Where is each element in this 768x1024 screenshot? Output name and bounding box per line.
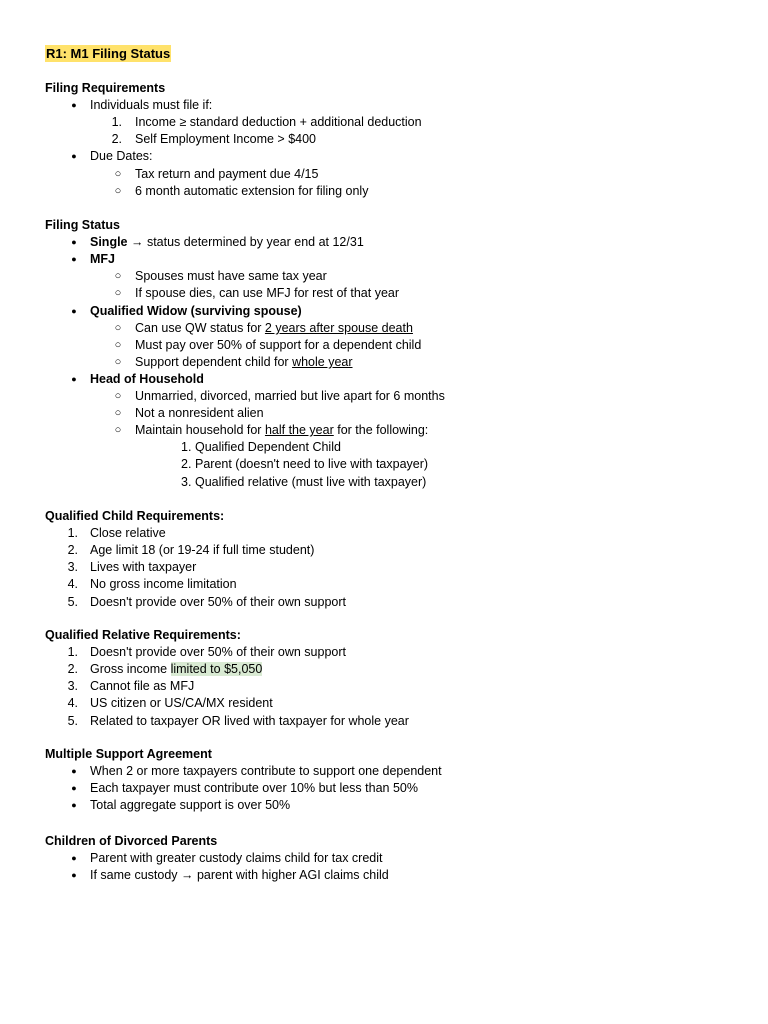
number-marker: 4.: [67, 577, 78, 591]
list-item-text: [90, 251, 115, 268]
text-run: Cannot file as MFJ: [90, 679, 195, 693]
list-item: [0, 405, 720, 422]
text-run: Can use QW status for: [135, 321, 265, 335]
bullet-marker: ○: [114, 356, 122, 368]
text-run: → status determined by year end at 12/31: [127, 235, 364, 249]
list-item: [0, 371, 720, 388]
text-run: Qualified Dependent Child: [195, 440, 341, 454]
list-item-text: [90, 234, 364, 251]
list-item: [0, 422, 720, 439]
list-item: [0, 474, 720, 491]
number-marker: 4.: [67, 696, 78, 710]
text-run: Parent with greater custody claims child for tax credit: [90, 851, 383, 865]
list-item: [0, 644, 720, 661]
list-item-text: [90, 303, 302, 320]
list-item: [0, 303, 720, 320]
number-marker: 2.: [181, 457, 192, 471]
list-item-text: [90, 525, 166, 542]
list-item-text: [90, 576, 237, 593]
list-item-text: [90, 542, 314, 559]
text-run: for the following:: [333, 423, 429, 437]
text-run: Close relative: [90, 526, 166, 540]
list-item: [0, 456, 720, 473]
list-item-text: [135, 337, 421, 354]
text-run: Total aggregate support is over 50%: [90, 798, 291, 812]
list-item-text: [90, 780, 418, 797]
list-item-text: [195, 474, 426, 491]
list-item: [0, 183, 720, 200]
list-item: [0, 268, 720, 285]
list-item-text: [90, 678, 194, 695]
number-marker: 1.: [67, 526, 78, 540]
bullet-marker: ○: [114, 424, 122, 436]
list-item: [0, 661, 720, 678]
bullet-marker: ●: [71, 306, 77, 316]
list-item-text: [135, 114, 422, 131]
list-item-text: [135, 422, 428, 439]
section-heading: Children of Divorced Parents: [45, 834, 218, 848]
bullet-marker: ●: [71, 783, 77, 793]
list-item: [0, 354, 720, 371]
list-item-text: [135, 166, 318, 183]
text-run: Spouses must have same tax year: [135, 269, 327, 283]
list-item: [0, 763, 720, 780]
number-marker: 3.: [67, 560, 78, 574]
text-run: half the year: [264, 423, 334, 437]
text-run: US citizen or US/CA/MX resident: [90, 696, 273, 710]
list-item: [0, 525, 720, 542]
text-run: If same custody → parent with higher AGI claims child: [90, 868, 389, 882]
list-item: [0, 439, 720, 456]
bullet-marker: ○: [114, 322, 122, 334]
text-run: Head of Household: [90, 372, 204, 386]
bullet-marker: ○: [114, 339, 122, 351]
list-item-text: [90, 713, 409, 730]
text-run: 6 month automatic extension for filing only: [135, 184, 369, 198]
list-item-text: [90, 695, 273, 712]
list-item-text: [90, 594, 346, 611]
list-item: [0, 542, 720, 559]
list-item: [0, 797, 720, 814]
list-item: [0, 234, 720, 251]
number-marker: 1.: [67, 645, 78, 659]
text-run: Doesn't provide over 50% of their own support: [90, 645, 346, 659]
number-marker: 5.: [67, 714, 78, 728]
list-item: [0, 678, 720, 695]
section-heading: Qualified Relative Requirements:: [45, 628, 241, 642]
list-item: [0, 388, 720, 405]
text-run: Individuals must file if:: [90, 98, 213, 112]
text-run: Single: [90, 235, 128, 249]
bullet-marker: ●: [71, 853, 77, 863]
bullet-marker: ○: [114, 168, 122, 180]
text-run: 2 years after spouse death: [264, 321, 413, 335]
text-run: Related to taxpayer OR lived with taxpayer for whole year: [90, 714, 409, 728]
list-item: [0, 337, 720, 354]
document-title: R1: M1 Filing Status: [46, 46, 171, 61]
list-item-text: [90, 763, 442, 780]
number-marker: 2.: [67, 543, 78, 557]
list-item-text: [90, 797, 290, 814]
text-run: Not a nonresident alien: [135, 406, 264, 420]
list-item-text: [90, 661, 262, 678]
bullet-marker: ●: [71, 100, 77, 110]
section-heading: Multiple Support Agreement: [45, 747, 212, 761]
list-item: [0, 576, 720, 593]
list-item-text: [90, 97, 212, 114]
text-run: Must pay over 50% of support for a dependent child: [135, 338, 422, 352]
list-item: [0, 131, 720, 148]
list-item-text: [90, 850, 382, 867]
list-item-text: [195, 439, 341, 456]
list-item: [0, 97, 720, 114]
text-run: Qualified Widow (surviving spouse): [90, 304, 302, 318]
text-run: Support dependent child for: [135, 355, 293, 369]
bullet-marker: ○: [114, 287, 122, 299]
text-run: Each taxpayer must contribute over 10% but less than 50%: [90, 781, 418, 795]
list-item-text: [135, 268, 327, 285]
bullet-marker: ●: [71, 870, 77, 880]
list-item-text: [135, 354, 353, 371]
list-item-text: [195, 456, 428, 473]
section-heading: Filing Status: [45, 218, 120, 232]
text-run: Parent (doesn't need to live with taxpayer): [195, 457, 429, 471]
list-item: [0, 850, 720, 867]
bullet-marker: ●: [71, 766, 77, 776]
number-marker: 2.: [67, 662, 78, 676]
list-item: [0, 320, 720, 337]
bullet-marker: ○: [114, 270, 122, 282]
text-run: No gross income limitation: [90, 577, 237, 591]
section-heading: Qualified Child Requirements:: [45, 509, 225, 523]
text-run: Maintain household for: [135, 423, 265, 437]
list-item-text: [135, 388, 445, 405]
list-item-text: [135, 405, 264, 422]
list-item: [0, 695, 720, 712]
bullet-marker: ●: [71, 151, 77, 161]
list-item: [0, 780, 720, 797]
section-heading: Filing Requirements: [45, 81, 166, 95]
text-run: Tax return and payment due 4/15: [135, 167, 319, 181]
list-item: [0, 148, 720, 165]
list-item-text: [90, 644, 346, 661]
text-run: When 2 or more taxpayers contribute to support one dependent: [90, 764, 442, 778]
bullet-marker: ●: [71, 800, 77, 810]
list-item: [0, 867, 720, 884]
list-item: [0, 251, 720, 268]
number-marker: 2.: [111, 132, 122, 146]
list-item-text: [135, 131, 316, 148]
list-item-text: [90, 371, 204, 388]
text-run: Lives with taxpayer: [90, 560, 197, 574]
list-item-text: [135, 183, 368, 200]
bullet-marker: ●: [71, 237, 77, 247]
list-item: [0, 559, 720, 576]
list-item-text: [90, 867, 389, 884]
list-item-text: [90, 148, 153, 165]
text-run: Due Dates:: [90, 149, 153, 163]
list-item: [0, 114, 720, 131]
text-run: MFJ: [90, 252, 115, 266]
text-run: If spouse dies, can use MFJ for rest of that year: [135, 286, 400, 300]
list-item-text: [90, 559, 196, 576]
text-run: whole year: [292, 355, 353, 369]
number-marker: 3.: [67, 679, 78, 693]
bullet-marker: ●: [71, 374, 77, 384]
list-item-text: [135, 285, 399, 302]
text-run: limited to $5,050: [170, 662, 263, 676]
bullet-marker: ○: [114, 407, 122, 419]
list-item-text: [135, 320, 413, 337]
number-marker: 1.: [111, 115, 122, 129]
list-item: [0, 713, 720, 730]
number-marker: 1.: [181, 440, 192, 454]
number-marker: 5.: [67, 595, 78, 609]
text-run: Age limit 18 (or 19-24 if full time student): [90, 543, 315, 557]
bullet-marker: ○: [114, 390, 122, 402]
list-item: [0, 285, 720, 302]
text-run: Doesn't provide over 50% of their own support: [90, 595, 346, 609]
text-run: Self Employment Income > $400: [135, 132, 316, 146]
list-item: [0, 594, 720, 611]
text-run: Qualified relative (must live with taxpayer): [195, 475, 427, 489]
list-item: [0, 166, 720, 183]
text-run: Income ≥ standard deduction + additional deduction: [135, 115, 422, 129]
text-run: Gross income: [90, 662, 171, 676]
text-run: Unmarried, divorced, married but live apart for 6 months: [135, 389, 445, 403]
bullet-marker: ○: [114, 185, 122, 197]
bullet-marker: ●: [71, 254, 77, 264]
number-marker: 3.: [181, 475, 192, 489]
